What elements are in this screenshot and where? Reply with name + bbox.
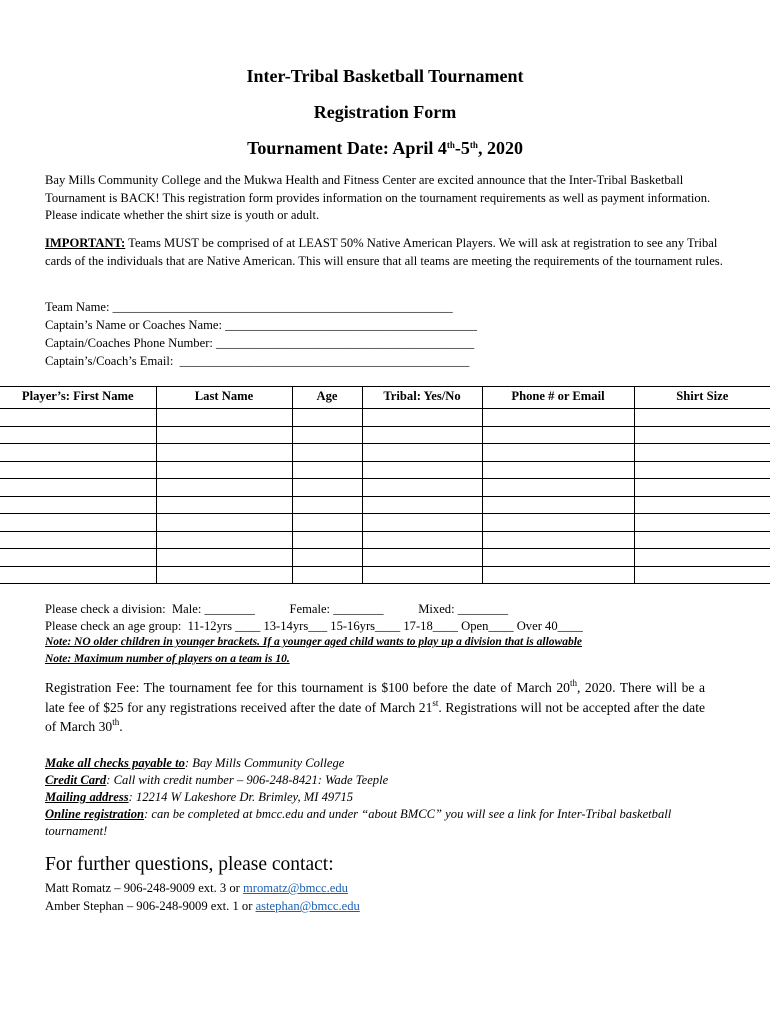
roster-cell[interactable]: [482, 479, 634, 497]
email-link-mromatz[interactable]: mromatz@bmcc.edu: [242, 881, 348, 895]
roster-cell[interactable]: [0, 479, 156, 497]
roster-cell[interactable]: [482, 514, 634, 532]
captain-email-field[interactable]: Captain’s/Coach’s Email: ______________________________________________: [45, 354, 470, 368]
tournament-date: Tournament Date: April 4th-5th, 2020: [247, 138, 523, 158]
important-label: IMPORTANT:: [45, 236, 126, 250]
roster-cell[interactable]: [156, 426, 292, 444]
form-title: Inter-Tribal Basketball Tournament: [246, 66, 524, 86]
contact-matt: Matt Romatz – 906-248-9009 ext. 3 or mromatz@bmcc.edu: [45, 881, 348, 895]
roster-cell[interactable]: [634, 549, 770, 567]
roster-cell[interactable]: [292, 549, 362, 567]
table-row: [0, 566, 770, 584]
roster-cell[interactable]: [634, 461, 770, 479]
roster-cell[interactable]: [292, 409, 362, 427]
roster-cell[interactable]: [482, 461, 634, 479]
roster-cell[interactable]: [156, 461, 292, 479]
captain-phone-field[interactable]: Captain/Coaches Phone Number: _________________________________________: [45, 336, 475, 350]
roster-cell[interactable]: [0, 461, 156, 479]
roster-cell[interactable]: [156, 566, 292, 584]
col-shirt-size: Shirt Size: [634, 387, 770, 409]
table-row: [0, 549, 770, 567]
form-subtitle: Registration Form: [313, 102, 457, 122]
roster-cell[interactable]: [156, 531, 292, 549]
roster-cell[interactable]: [156, 514, 292, 532]
table-row: [0, 496, 770, 514]
roster-cell[interactable]: [156, 496, 292, 514]
roster-cell[interactable]: [482, 531, 634, 549]
roster-cell[interactable]: [292, 496, 362, 514]
roster-cell[interactable]: [634, 409, 770, 427]
roster-cell[interactable]: [482, 409, 634, 427]
roster-cell[interactable]: [292, 531, 362, 549]
roster-cell[interactable]: [362, 461, 482, 479]
online-registration-line: Online registration: can be completed at bmcc.edu and under “about BMCC” you will see a link for Inter-Tribal basketball tournament!: [45, 807, 672, 838]
roster-cell[interactable]: [292, 566, 362, 584]
roster-cell[interactable]: [292, 461, 362, 479]
roster-cell[interactable]: [634, 531, 770, 549]
roster-cell[interactable]: [0, 426, 156, 444]
payment-info: [45, 755, 705, 840]
roster-cell[interactable]: [634, 496, 770, 514]
intro-paragraph: Bay Mills Community College and the Mukwa Health and Fitness Center are excited announce that the Inter-Tribal Basketball Tournament is BACK! This registration form provides information on the tournament requirements as well as payment information. Please indicate whether the shirt size is youth or adult.: [45, 173, 711, 222]
col-tribal: Tribal: Yes/No: [362, 387, 482, 409]
table-row: [0, 461, 770, 479]
roster-cell[interactable]: [634, 514, 770, 532]
roster-cell[interactable]: [482, 549, 634, 567]
roster-cell[interactable]: [634, 566, 770, 584]
roster-cell[interactable]: [362, 409, 482, 427]
roster-cell[interactable]: [292, 444, 362, 462]
roster-cell[interactable]: [362, 496, 482, 514]
roster-cell[interactable]: [482, 444, 634, 462]
roster-cell[interactable]: [156, 444, 292, 462]
roster-cell[interactable]: [0, 444, 156, 462]
col-age: Age: [292, 387, 362, 409]
team-name-field[interactable]: Team Name: ______________________________________________________: [45, 300, 453, 314]
roster-cell[interactable]: [292, 426, 362, 444]
player-roster-table: [0, 386, 770, 584]
registration-fee-paragraph: Registration Fee: The tournament fee for this tournament is $100 before the date of March 20th, 2020. There will be a late fee of $25 for any registrations received after the date of March 21st. Registrations will not be accepted after the date of March 30th.: [45, 678, 706, 734]
roster-cell[interactable]: [292, 479, 362, 497]
roster-cell[interactable]: [362, 531, 482, 549]
contact-heading: For further questions, please contact:: [45, 854, 334, 875]
roster-cell[interactable]: [292, 514, 362, 532]
roster-cell[interactable]: [0, 531, 156, 549]
roster-cell[interactable]: [0, 409, 156, 427]
table-row: [0, 514, 770, 532]
table-row: [0, 531, 770, 549]
roster-cell[interactable]: [362, 514, 482, 532]
roster-cell[interactable]: [0, 496, 156, 514]
division-check[interactable]: Please check a division: Male: ________ Female: ________ Mixed: ________: [45, 602, 509, 616]
roster-cell[interactable]: [362, 566, 482, 584]
roster-cell[interactable]: [482, 426, 634, 444]
roster-cell[interactable]: [362, 426, 482, 444]
roster-cell[interactable]: [634, 444, 770, 462]
table-row: [0, 409, 770, 427]
email-link-astephan[interactable]: astephan@bmcc.edu: [255, 899, 360, 913]
table-row: [0, 479, 770, 497]
col-first-name: Player’s: First Name: [0, 387, 156, 409]
roster-cell[interactable]: [362, 444, 482, 462]
table-row: [0, 444, 770, 462]
roster-cell[interactable]: [156, 409, 292, 427]
contact-amber: Amber Stephan – 906-248-9009 ext. 1 or astephan@bmcc.edu: [45, 899, 360, 913]
roster-cell[interactable]: [362, 479, 482, 497]
captain-name-field[interactable]: Captain’s Name or Coaches Name: ________________________________________: [45, 318, 477, 332]
age-group-check[interactable]: Please check an age group: 11-12yrs ____ 13-14yrs___ 15-16yrs____ 17-18____ Open____ Over 40____: [45, 619, 583, 633]
roster-header-row: [0, 387, 770, 409]
roster-cell[interactable]: [0, 549, 156, 567]
roster-cell[interactable]: [634, 426, 770, 444]
mailing-address-line: Mailing address: 12214 W Lakeshore Dr. Brimley, MI 49715: [45, 790, 354, 804]
roster-cell[interactable]: [0, 566, 156, 584]
important-paragraph: IMPORTANT: Teams MUST be comprised of at LEAST 50% Native American Players. We will ask at registration to see any Tribal cards of the individuals that are Native American. This will ensure that all teams are meeting the requirements of the tournament rules.: [45, 236, 723, 268]
roster-cell[interactable]: [482, 566, 634, 584]
checks-line: Make all checks payable to: Bay Mills Community College: [45, 756, 345, 770]
roster-cell[interactable]: [634, 479, 770, 497]
note-max-players: Note: Maximum number of players on a team is 10.: [45, 653, 290, 665]
roster-cell[interactable]: [156, 549, 292, 567]
credit-card-line: Credit Card: Call with credit number – 906-248-8421: Wade Teeple: [45, 773, 389, 787]
table-row: [0, 426, 770, 444]
roster-cell[interactable]: [482, 496, 634, 514]
roster-cell[interactable]: [362, 549, 482, 567]
col-last-name: Last Name: [156, 387, 292, 409]
col-phone-email: Phone # or Email: [482, 387, 634, 409]
roster-cell[interactable]: [0, 514, 156, 532]
roster-cell[interactable]: [156, 479, 292, 497]
note-older-children: Note: NO older children in younger brackets. If a younger aged child wants to play up a division that is allowable: [45, 636, 583, 648]
